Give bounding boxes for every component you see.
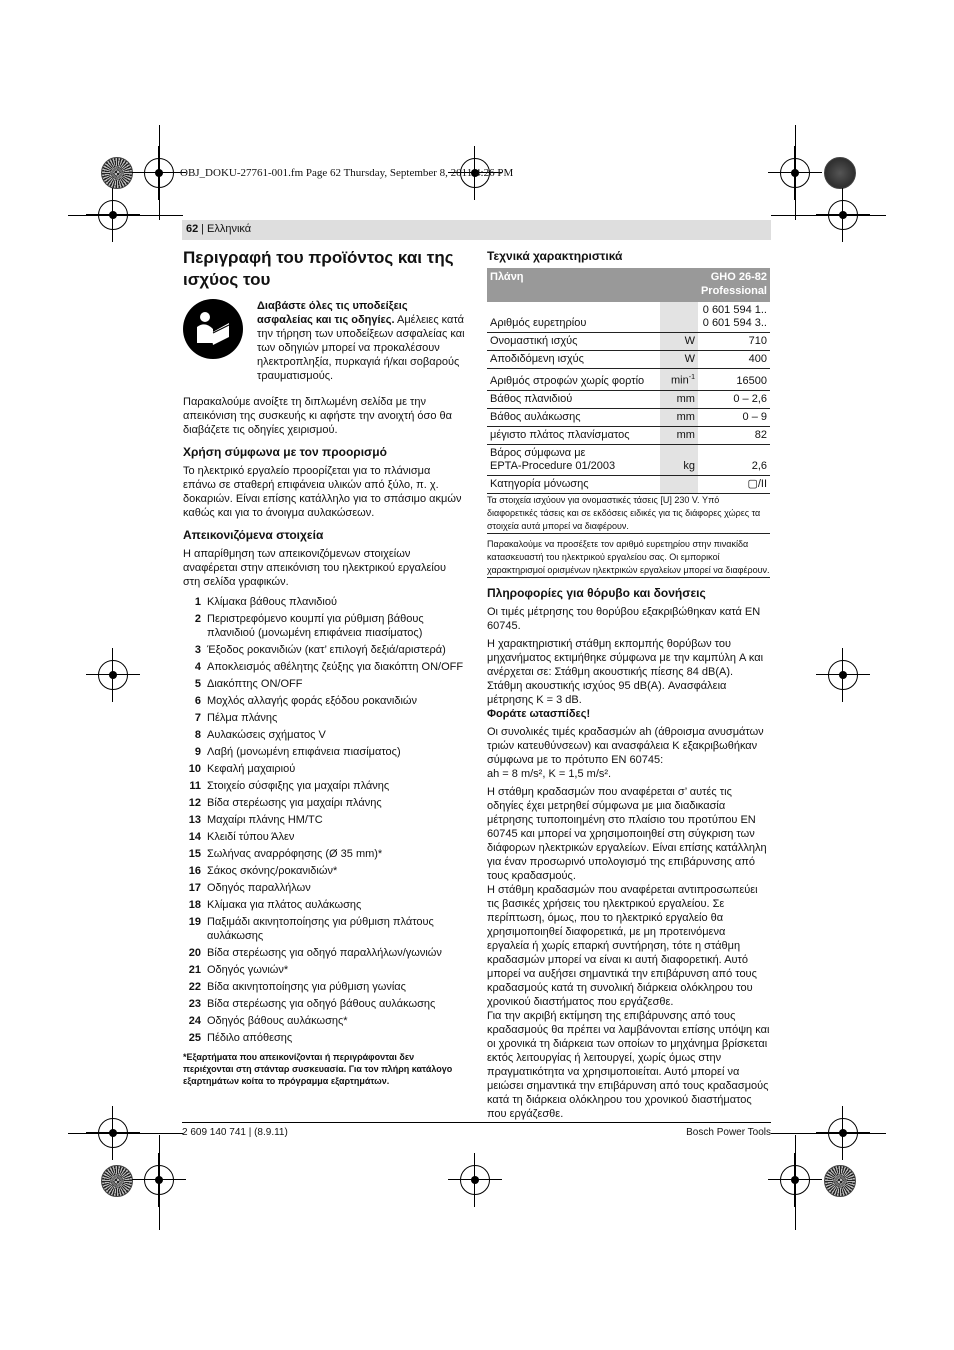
spec-unit: W bbox=[660, 351, 698, 369]
spec-unit: mm bbox=[660, 408, 698, 426]
features-heading: Απεικονιζόμενα στοιχεία bbox=[183, 528, 324, 542]
list-item-text: Μοχλός αλλαγής φοράς εξόδου ροκανιδιών bbox=[207, 695, 417, 707]
list-item-number: 11 bbox=[189, 780, 201, 792]
crop-line bbox=[771, 215, 886, 216]
spec-unit: kg bbox=[660, 444, 698, 475]
list-item bbox=[183, 660, 466, 674]
list-item-number: 22 bbox=[188, 981, 201, 993]
list-item-text: Κλίμακα για πλάτος αυλάκωσης bbox=[207, 899, 362, 911]
crosshair-mark bbox=[828, 660, 858, 690]
noise-heading: Πληροφορίες για θόρυβο και δονήσεις bbox=[487, 585, 706, 600]
table-row bbox=[487, 444, 770, 475]
list-item-text: Αυλακώσεις σχήματος V bbox=[207, 729, 326, 741]
list-item bbox=[183, 864, 466, 878]
list-item bbox=[183, 813, 466, 827]
table-row bbox=[487, 351, 770, 369]
header-separator: | bbox=[201, 223, 204, 235]
right-column bbox=[487, 247, 770, 1125]
list-item bbox=[183, 1031, 466, 1045]
table-row bbox=[487, 333, 770, 351]
page-footer bbox=[182, 1122, 771, 1138]
model-name: GHO 26-82 bbox=[710, 271, 767, 283]
list-item bbox=[183, 881, 466, 895]
list-item-number: 23 bbox=[188, 998, 201, 1010]
list-item-number: 12 bbox=[188, 797, 201, 809]
list-item bbox=[183, 745, 466, 759]
list-item-text: Παξιμάδι ακινητοποίησης για ρύθμιση πλάτους αυλάκωσης bbox=[207, 916, 434, 942]
page-number: 62 bbox=[186, 223, 199, 235]
list-item bbox=[183, 796, 466, 810]
section-title: Περιγραφή του προϊόντος και της ισχύος του bbox=[183, 248, 454, 289]
list-item-number: 4 bbox=[194, 661, 201, 673]
spec-label: μέγιστο πλάτος πλανίσματος bbox=[487, 426, 660, 444]
spec-label: Κατηγορία μόνωσης bbox=[487, 475, 660, 493]
safety-warning-body: Αμέλειες κατά την τήρηση των υποδείξεων ασφαλείας και των οδηγιών μπορεί να προκαλέσουν ηλεκτροπληξία, πυρκαγιά ή/και σοβαρούς τραυματισμούς. bbox=[257, 314, 465, 382]
noise-ear-protection: Φοράτε ωτασπίδες! bbox=[487, 707, 591, 720]
table-row bbox=[487, 369, 770, 391]
crop-line bbox=[159, 1135, 160, 1230]
list-item-number: 8 bbox=[194, 729, 201, 741]
footer-doc-number: 2 609 140 741 | (8.9.11) bbox=[182, 1127, 288, 1138]
spec-unit: mm bbox=[660, 390, 698, 408]
list-item-text: Σωλήνας αναρρόφησης (Ø 35 mm)* bbox=[207, 848, 383, 860]
table-header-row bbox=[487, 268, 770, 302]
color-registration-dial-top-right bbox=[824, 157, 856, 189]
crop-line bbox=[795, 125, 796, 220]
spec-value: 16500 bbox=[698, 369, 770, 391]
list-item-number: 16 bbox=[188, 865, 201, 877]
vibration-paragraph-1: Οι συνολικές τιμές κραδασμών ah (άθροισμα ανυσμάτων τριών κατευθύνσεων) και ανασφάλεια K εξακριβωθήκαν σύμφωνα με το πρότυπο EN 60745: bbox=[487, 725, 764, 766]
list-item bbox=[183, 1014, 466, 1028]
page-header-bar bbox=[182, 220, 771, 240]
list-item bbox=[183, 946, 466, 960]
features-list bbox=[183, 595, 466, 1045]
spec-label: Βάρος σύμφωνα με EPTA-Procedure 01/2003 bbox=[487, 444, 660, 475]
color-registration-dial-bottom-left bbox=[101, 1165, 133, 1197]
list-item bbox=[183, 898, 466, 912]
spec-value: 0 – 9 bbox=[698, 408, 770, 426]
list-item-number: 3 bbox=[194, 644, 201, 656]
list-item-text: Βίδα στερέωσης για μαχαίρι πλάνης bbox=[207, 797, 382, 809]
list-item bbox=[183, 847, 466, 861]
table-footnote-voltage: Τα στοιχεία ισχύουν για ονομαστικές τάσεις [U] 230 V. Υπό διαφορετικές τάσεις και σε εκδόσεις ειδικές για τις διάφορες χώρες τα στοιχεία αυτά μπορεί να διαφέρουν. bbox=[487, 494, 770, 534]
tech-data-heading: Τεχνικά χαρακτηριστικά bbox=[487, 249, 623, 263]
list-item-text: Κλειδί τύπου Άλεν bbox=[207, 831, 295, 843]
list-item-text: Διακόπτης ON/OFF bbox=[207, 678, 303, 690]
footer-brand: Bosch Power Tools bbox=[686, 1127, 771, 1138]
crop-line bbox=[68, 1133, 183, 1134]
crosshair-mark bbox=[460, 1165, 490, 1195]
list-item bbox=[183, 980, 466, 994]
list-item-number: 9 bbox=[194, 746, 201, 758]
list-item-number: 17 bbox=[188, 882, 201, 894]
color-registration-dial-bottom-right bbox=[824, 1165, 856, 1197]
list-item bbox=[183, 779, 466, 793]
color-registration-dial-top-left bbox=[101, 157, 133, 189]
list-item-text: Αποκλεισμός αθέλητης ζεύξης για διακόπτη ON/OFF bbox=[207, 661, 464, 673]
list-item-text: Περιστρεφόμενο κουμπί για ρύθμιση βάθους πλανιδιού (μονωμένη επιφάνεια πιασίματος) bbox=[207, 613, 424, 639]
read-manual-icon bbox=[183, 299, 243, 359]
list-item-text: Μαχαίρι πλάνης HM/TC bbox=[207, 814, 323, 826]
list-item-number: 18 bbox=[188, 899, 201, 911]
crosshair-mark bbox=[98, 660, 128, 690]
spec-value: 2,6 bbox=[698, 444, 770, 475]
list-item-text: Οδηγός βάθους αυλάκωσης* bbox=[207, 1015, 348, 1027]
list-item-text: Έξοδος ροκανιδιών (κατ’ επιλογή δεξιά/αριστερά) bbox=[207, 644, 446, 656]
spec-label: Βάθος αυλάκωσης bbox=[487, 408, 660, 426]
spec-label: Αριθμός ευρετηρίου bbox=[487, 302, 660, 333]
list-item-text: Σάκος σκόνης/ροκανιδιών* bbox=[207, 865, 338, 877]
spec-unit: mm bbox=[660, 426, 698, 444]
list-item bbox=[183, 997, 466, 1011]
list-item bbox=[183, 711, 466, 725]
spec-value: 0 601 594 1.. 0 601 594 3.. bbox=[698, 302, 770, 333]
safety-warning-block bbox=[183, 299, 466, 387]
list-item-text: Κεφαλή μαχαιριού bbox=[207, 763, 296, 775]
list-item bbox=[183, 612, 466, 640]
list-item-text: Οδηγός γωνιών* bbox=[207, 964, 289, 976]
safety-warning-bold: Διαβάστε όλες τις υποδείξεις ασφαλείας και τις οδηγίες. bbox=[257, 300, 408, 326]
header-language: Ελληνικά bbox=[207, 223, 252, 235]
safety-warning-text bbox=[257, 299, 466, 383]
list-item-number: 2 bbox=[194, 613, 201, 625]
table-row bbox=[487, 302, 770, 333]
crop-line bbox=[68, 215, 183, 216]
list-item-text: Κλίμακα βάθους πλανιδιού bbox=[207, 596, 337, 608]
crop-line bbox=[795, 1135, 796, 1230]
table-header-model bbox=[698, 268, 770, 302]
list-item-number: 1 bbox=[194, 596, 201, 608]
spec-value: 0 – 2,6 bbox=[698, 390, 770, 408]
list-item-text: Βίδα ακινητοποίησης για ρύθμιση γωνίας bbox=[207, 981, 406, 993]
crop-line bbox=[159, 125, 160, 220]
list-item-number: 20 bbox=[188, 947, 201, 959]
vibration-values: ah = 8 m/s², K = 1,5 m/s². bbox=[487, 767, 612, 780]
list-item-text: Στοιχείο σύσφιξης για μαχαίρι πλάνης bbox=[207, 780, 390, 792]
model-line: Professional bbox=[700, 285, 767, 297]
list-item bbox=[183, 830, 466, 844]
spec-label: Αριθμός στροφών χωρίς φορτίο bbox=[487, 369, 660, 391]
table-row bbox=[487, 475, 770, 493]
file-info-line: OBJ_DOKU-27761-001.fm Page 62 Thursday, September 8, 2011 4:26 PM bbox=[180, 167, 514, 179]
list-item bbox=[183, 677, 466, 691]
list-item bbox=[183, 694, 466, 708]
list-item bbox=[183, 963, 466, 977]
spec-value: 710 bbox=[698, 333, 770, 351]
list-item bbox=[183, 915, 466, 943]
accessory-note: *Εξαρτήματα που απεικονίζονται ή περιγράφονται δεν περιέχονται στη στάνταρ συσκευασία. Για τον πλήρη κατάλογο εξαρτημάτων κοίτα το πρόγραμμα εξαρτημάτων. bbox=[183, 1052, 453, 1086]
spec-unit bbox=[660, 475, 698, 493]
features-intro: Η απαρίθμηση των απεικονιζόμενων στοιχείων αναφέρεται στην απεικόνιση του ηλεκτρικού εργαλείου στη σελίδα γραφικών. bbox=[183, 548, 446, 588]
intended-use-heading: Χρήση σύμφωνα με τον προορισμό bbox=[183, 445, 387, 459]
table-row bbox=[487, 426, 770, 444]
list-item-number: 21 bbox=[188, 964, 201, 976]
list-item-number: 25 bbox=[188, 1032, 201, 1044]
list-item-number: 5 bbox=[194, 678, 201, 690]
spec-unit bbox=[660, 302, 698, 333]
spec-unit: $\min^{-1}$ bbox=[660, 369, 698, 391]
noise-paragraph-2: Η χαρακτηριστική στάθμη εκπομπής θορύβων του μηχανήματος εκτιμήθηκε σύμφωνα με την καμπύλη A και ανέρχεται σε: Στάθμη ακουστικής πίεσης 84 dB(A). Στάθμη ακουστικής ισχύος 95 dB(A). Ανασφάλεια μέτρησης K = 3 dB. bbox=[487, 637, 764, 706]
table-row bbox=[487, 390, 770, 408]
foldout-paragraph: Παρακαλούμε ανοίξτε τη διπλωμένη σελίδα με την απεικόνιση της συσκευής κι αφήστε την ανοιχτή όσο θα διαβάζετε τις οδηγίες χειρισμού. bbox=[183, 396, 452, 436]
vibration-paragraph-4: Για την ακριβή εκτίμηση της επιβάρυνσης από τους κραδασμούς θα πρέπει να λαμβάνονται επίσης υπόψη και οι χρονικά τη διάρκεια των οποίων το μηχάνημα βρίσκεται εκτός λειτουργίας ή λειτουργεί, χωρίς όμως στην πραγματικότητα να χρησιμοποιείται. Αυτό μπορεί να μειώσει σημαντικά την επιβάρυνση από τους κραδασμούς κατά τη διάρκεια ολόκληρου του χρονικού διαστήματος που εργάζεσθε. bbox=[487, 1009, 770, 1120]
crop-line bbox=[771, 1133, 886, 1134]
spec-value: ▢/II bbox=[698, 475, 770, 493]
spec-label: Βάθος πλανιδιού bbox=[487, 390, 660, 408]
spec-label: Αποδιδόμενη ισχύς bbox=[487, 351, 660, 369]
table-footnote-article-number: Παρακαλούμε να προσέξετε τον αριθμό ευρετηρίου στην πινακίδα κατασκευαστή του ηλεκτρικού εργαλείου σας. Οι εμπορικοί χαρακτηρισμοί ορισμένων ηλεκτρικών εργαλείων μπορεί να διαφέρουν. bbox=[487, 538, 770, 578]
list-item-number: 10 bbox=[188, 763, 201, 775]
list-item-number: 24 bbox=[188, 1015, 201, 1027]
table-header-label: Πλάνη bbox=[487, 268, 698, 302]
list-item-number: 7 bbox=[194, 712, 201, 724]
spec-label: Ονομαστική ισχύς bbox=[487, 333, 660, 351]
tech-data-table bbox=[487, 268, 770, 494]
list-item-text: Πέδιλο απόθεσης bbox=[207, 1032, 293, 1044]
intended-use-paragraph: Το ηλεκτρικό εργαλείο προορίζεται για το πλάνισμα επάνω σε σταθερή επιφάνεια υλικών από ξύλο, π. χ. δοκαριών. Είναι επίσης κατάλληλο για το σπάσιμο ακμών καθώς και για το άνοιγμα αυλακώσεων. bbox=[183, 465, 462, 519]
list-item-text: Οδηγός παραλλήλων bbox=[207, 882, 311, 894]
table-row bbox=[487, 408, 770, 426]
list-item-text: Πέλμα πλάνης bbox=[207, 712, 278, 724]
list-item-number: 19 bbox=[188, 916, 201, 928]
spec-value: 82 bbox=[698, 426, 770, 444]
vibration-paragraph-3: Η στάθμη κραδασμών που αναφέρεται αντιπροσωπεύει τις βασικές χρήσεις του ηλεκτρικού εργαλείου. Σε περίπτωση, όμως, που το ηλεκτρικό εργαλείο θα χρησιμοποιηθεί διαφορετικά, με μη προτεινόμενα εργαλεία ή χωρίς επαρκή συντήρηση, τότε η στάθμη κραδασμών μπορεί να είναι κι αυτή διαφορετική. Αυτό μπορεί να αυξήσει σημαντικά την επιβάρυνση από τους κραδασμούς κατά τη συνολική διάρκεια ολόκληρου του χρονικού διαστήματος που εργάζεσθε. bbox=[487, 883, 758, 1008]
list-item-text: Βίδα στερέωσης για οδηγό βάθους αυλάκωσης bbox=[207, 998, 436, 1010]
noise-paragraph-1: Οι τιμές μέτρησης του θορύβου εξακριβώθηκαν κατά EN 60745. bbox=[487, 605, 761, 632]
list-item bbox=[183, 762, 466, 776]
list-item-number: 6 bbox=[194, 695, 201, 707]
list-item-number: 14 bbox=[188, 831, 201, 843]
left-column bbox=[183, 247, 466, 1087]
list-item-number: 15 bbox=[188, 848, 201, 860]
list-item bbox=[183, 643, 466, 657]
list-item-text: Βίδα στερέωσης για οδηγό παραλλήλων/γωνιών bbox=[207, 947, 442, 959]
vibration-paragraph-2: Η στάθμη κραδασμών που αναφέρεται σ’ αυτές τις οδηγίες έχει μετρηθεί σύμφωνα με μια διαδικασία μέτρησης τυποποιημένη στο πλαίσιο του προτύπου EN 60745 και μπορεί να χρησιμοποιηθεί στη σύγκριση των διάφορων ηλεκτρικών εργαλείων. Είναι επίσης κατάλληλη για έναν προσωρινό υπολογισμό της επιβάρυνσης από τους κραδασμούς. bbox=[487, 785, 767, 882]
list-item-number: 13 bbox=[188, 814, 201, 826]
list-item bbox=[183, 595, 466, 609]
spec-value: 400 bbox=[698, 351, 770, 369]
spec-unit: W bbox=[660, 333, 698, 351]
list-item bbox=[183, 728, 466, 742]
list-item-text: Λαβή (μονωμένη επιφάνεια πιασίματος) bbox=[207, 746, 401, 758]
